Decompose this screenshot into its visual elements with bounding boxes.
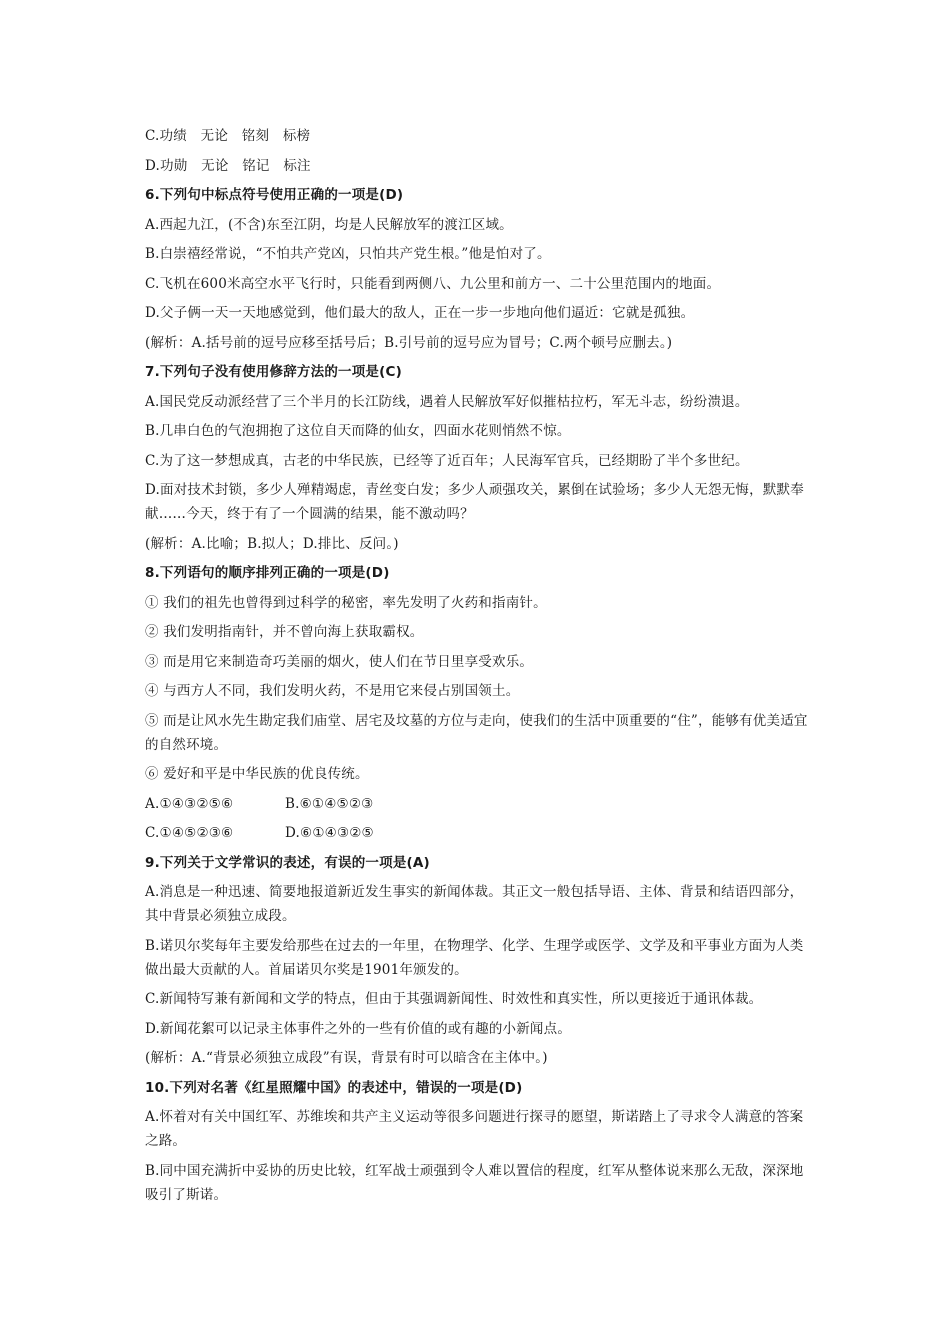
option-line: D.功勋 无论 铭记 标注	[145, 157, 311, 174]
option-line: C.新闻特写兼有新闻和文学的特点，但由于其强调新闻性、时效性和真实性，所以更接近于通讯体裁。	[145, 991, 763, 1007]
option-line: C.功绩 无论 铭刻 标榜	[145, 128, 311, 144]
analysis-note: (解析：A.括号前的逗号应移至括号后；B.引号前的逗号应为冒号；C.两个顿号应删去。)	[145, 334, 673, 351]
sentence-line: ① 我们的祖先也曾得到过科学的秘密，率先发明了火药和指南针。	[145, 594, 547, 611]
option-line: B.白崇禧经常说，“不怕共产党凶，只怕共产党生根。”他是怕对了。	[145, 246, 551, 262]
option-line: B.几串白色的气泡拥抱了这位自天而降的仙女，四面水花则悄然不惊。	[145, 423, 571, 439]
option-left: A.①④③②⑤⑥	[145, 795, 234, 812]
option-left: C.①④⑤②③⑥	[145, 825, 234, 841]
question-title: 9.下列关于文学常识的表述，有误的一项是(A)	[145, 854, 430, 871]
option-right: D.⑥①④③②⑤	[285, 825, 374, 841]
analysis-note: (解析：A.“背景必须独立成段”有误，背景有时可以暗含在主体中。)	[145, 1050, 548, 1066]
question-title: 7.下列句子没有使用修辞方法的一项是(C)	[145, 364, 402, 380]
question-title: 10.下列对名著《红星照耀中国》的表述中，错误的一项是(D)	[145, 1079, 523, 1096]
option-line: D.新闻花絮可以记录主体事件之外的一些有价值的或有趣的小新闻点。	[145, 1020, 572, 1037]
question-title: 8.下列语句的顺序排列正确的一项是(D)	[145, 565, 390, 581]
option-line: D.面对技术封锁，多少人殚精竭虑，青丝变白发；多少人顽强攻关，累倒在试验场；多少人无怨无悔，默默奉献……今天，终于有了一个圆满的结果，能不激动吗？	[145, 482, 804, 522]
sentence-line: ⑤ 而是让风水先生勘定我们庙堂、居宅及坟墓的方位与走向，使我们的生活中顶重要的“住”，能够有优美适宜的自然环境。	[145, 712, 808, 753]
option-line: D.父子俩一天一天地感觉到，他们最大的敌人，正在一步一步地向他们逼近：它就是孤独。	[145, 305, 695, 321]
option-line: A.西起九江，(不含)东至江阴，均是人民解放军的渡江区域。	[145, 216, 513, 233]
analysis-note: (解析：A.比喻；B.拟人；D.排比、反问。)	[145, 535, 399, 552]
question-title: 6.下列句中标点符号使用正确的一项是(D)	[145, 187, 404, 203]
option-pair	[145, 792, 813, 816]
option-line: A.消息是一种迅速、简要地报道新近发生事实的新闻体裁。其正文一般包括导语、主体、背景和结语四部分，其中背景必须独立成段。	[145, 884, 804, 924]
option-line: B.诺贝尔奖每年主要发给那些在过去的一年里，在物理学、化学、生理学或医学、文学及和平事业方面为人类做出最大贡献的人。首届诺贝尔奖是1901年颁发的。	[145, 937, 804, 978]
sentence-line: ③ 而是用它来制造奇巧美丽的烟火，使人们在节日里享受欢乐。	[145, 653, 534, 670]
option-right: B.⑥①④⑤②③	[285, 795, 374, 812]
sentence-line: ② 我们发明指南针，并不曾向海上获取霸权。	[145, 624, 424, 640]
sentence-line: ⑥ 爱好和平是中华民族的优良传统。	[145, 766, 369, 782]
option-line: C.为了这一梦想成真，古老的中华民族，已经等了近百年；人民海军官兵，已经期盼了半个多世纪。	[145, 452, 749, 469]
document-page	[145, 124, 813, 1212]
option-line: A.怀着对有关中国红军、苏维埃和共产主义运动等很多问题进行探寻的愿望，斯诺踏上了寻求令人满意的答案之路。	[145, 1109, 804, 1149]
sentence-line: ④ 与西方人不同，我们发明火药，不是用它来侵占别国领土。	[145, 683, 520, 699]
option-line: A.国民党反动派经营了三个半月的长江防线，遇着人民解放军好似摧枯拉朽，军无斗志，纷纷溃退。	[145, 393, 749, 410]
option-line: B.同中国充满折中妥协的历史比较，红军战士顽强到令人难以置信的程度，红军从整体说来那么无敌，深深地吸引了斯诺。	[145, 1162, 804, 1203]
option-line: C.飞机在600米高空水平飞行时，只能看到两侧八、九公里和前方一、二十公里范围内的地面。	[145, 275, 721, 292]
option-pair	[145, 821, 813, 845]
